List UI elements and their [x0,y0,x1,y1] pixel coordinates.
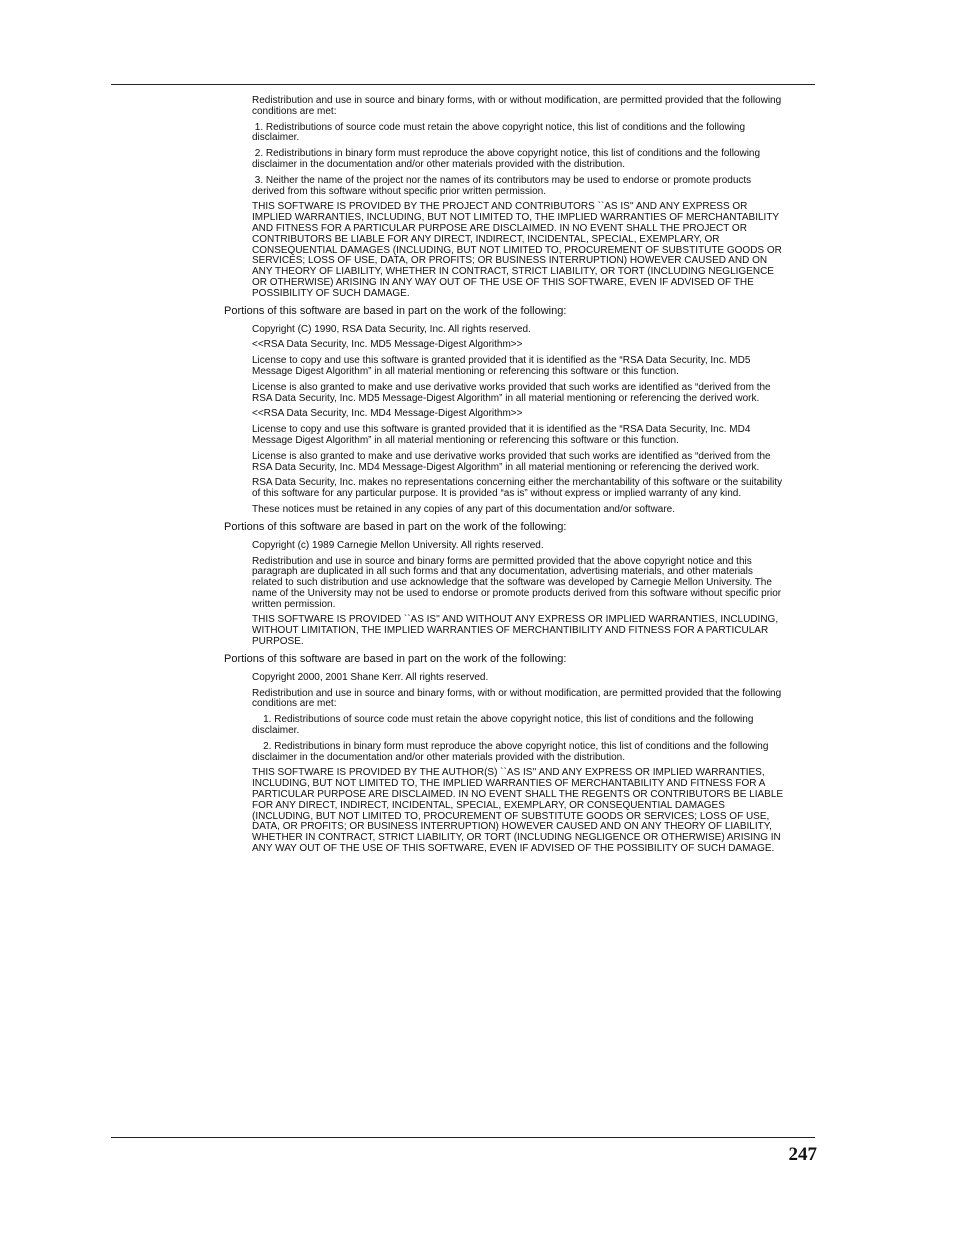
rsa-copyright: Copyright (C) 1990, RSA Data Security, Inc. All rights reserved. [252,323,531,335]
kerr-disclaimer: THIS SOFTWARE IS PROVIDED BY THE AUTHOR(S) ``AS IS'' AND ANY EXPRESS OR IMPLIED WARRANTIES, INCLUDING, BUT NOT LIMITED TO, THE IMPLIED WARRANTIES OF MERCHANTABILITY AND FITNESS FOR A PARTICULAR PURPOSE ARE DISCLAIMED. IN NO EVENT SHALL THE REGENTS OR CONTRIBUTORS BE LIABLE FOR ANY DIRECT, INDIRECT, INCIDENTAL, SPECIAL, EXEMPLARY, OR CONSEQUENTIAL DAMAGES (INCLUDING, BUT NOT LIMITED TO, PROCUREMENT OF SUBSTITUTE GOODS OR SERVICES; LOSS OF USE, DATA, OR PROFITS; OR BUSINESS INTERRUPTION) HOWEVER CAUSED AND ON ANY THEORY OF LIABILITY, WHETHER IN CONTRACT, STRICT LIABILITY, OR TORT (INCLUDING NEGLIGENCE OR OTHERWISE) ARISING IN ANY WAY OUT OF THE USE OF THIS SOFTWARE, EVEN IF ADVISED OF THE POSSIBILITY OF SUCH DAMAGE. [252,767,786,855]
rsa-notices: These notices must be retained in any copies of any part of this documentation and/or software. [252,503,676,515]
portions-heading: Portions of this software are based in part on the work of the following: [224,652,567,665]
license-intro: Redistribution and use in source and binary forms, with or without modification, are permitted provided that the following conditions are met: [252,95,784,117]
kerr-copyright: Copyright 2000, 2001 Shane Kerr. All rights reserved. [252,671,489,683]
page-number: 247 [788,1144,817,1165]
rsa-md4-title: <<RSA Data Security, Inc. MD4 Message-Digest Algorithm>> [252,408,523,420]
cmu-redistribution: Redistribution and use in source and binary forms are permitted provided that the above copyright notice and this paragraph are duplicated in all such forms and that any documentation, advertising materials, and other materials related to such distribution and use acknowledge that the software was developed by Carnegie Mellon University. The name of the University may not be used to endorse or promote products derived from this software without specific prior written permission. [252,555,784,610]
license-condition-1: 1. Redistributions of source code must retain the above copyright notice, this list of conditions and the following disclaimer. [252,121,748,144]
footer-rule [111,1137,815,1138]
rsa-md5-license: License to copy and use this software is granted provided that it is identified as the “RSA Data Security, Inc. MD5 Message Digest Algorithm” in all material mentioning or referencing this software or this function. [252,355,754,377]
rsa-md5-title: <<RSA Data Security, Inc. MD5 Message-Digest Algorithm>> [252,339,523,351]
portions-heading: Portions of this software are based in part on the work of the following: [224,304,567,317]
cmu-disclaimer: THIS SOFTWARE IS PROVIDED ``AS IS'' AND WITHOUT ANY EXPRESS OR IMPLIED WARRANTIES, INCLUDING, WITHOUT LIMITATION, THE IMPLIED WARRANTIES OF MERCHANTIBILITY AND FITNESS FOR A PARTICULAR PURPOSE. [252,614,781,648]
kerr-condition-2: 2. Redistributions in binary form must reproduce the above copyright notice, this list of conditions and the following disclaimer in the documentation and/or other materials provided with the distribution. [252,740,772,763]
header-rule [111,84,815,85]
kerr-condition-1: 1. Redistributions of source code must retain the above copyright notice, this list of conditions and the following disclaimer. [252,714,757,737]
page-body [224,96,786,855]
rsa-md4-derivative: License is also granted to make and use derivative works provided that such works are identified as “derived from the RSA Data Security, Inc. MD4 Message-Digest Algorithm” in all material mentioning or referencing the derived work. [252,450,774,473]
license-condition-2: 2. Redistributions in binary form must reproduce the above copyright notice, this list of conditions and the following disclaimer in the documentation and/or other materials provided with the distribution. [252,148,763,170]
rsa-md4-license: License to copy and use this software is granted provided that it is identified as the “RSA Data Security, Inc. MD4 Message Digest Algorithm” in all material mentioning or referencing this software or this function. [252,424,754,446]
portions-heading: Portions of this software are based in part on the work of the following: [224,520,567,533]
license-condition-3: 3. Neither the name of the project nor the names of its contributors may be used to endorse or promote products derived from this software without specific prior written permission. [252,174,754,197]
kerr-intro: Redistribution and use in source and binary forms, with or without modification, are permitted provided that the following conditions are met: [252,687,784,710]
rsa-representations: RSA Data Security, Inc. makes no representations concerning either the merchantability of this software or the suitability of this software for any particular purpose. It is provided “as is” without express or implied warranty of any kind. [252,477,785,500]
rsa-md5-derivative: License is also granted to make and use derivative works provided that such works are identified as “derived from the RSA Data Security, Inc. MD5 Message-Digest Algorithm” in all material mentioning or referencing the derived work. [252,381,774,404]
license-disclaimer: THIS SOFTWARE IS PROVIDED BY THE PROJECT AND CONTRIBUTORS ``AS IS'' AND ANY EXPRESS OR IMPLIED WARRANTIES, INCLUDING, BUT NOT LIMITED TO, THE IMPLIED WARRANTIES OF MERCHANTABILITY AND FITNESS FOR A PARTICULAR PURPOSE ARE DISCLAIMED. IN NO EVENT SHALL THE PROJECT OR CONTRIBUTORS BE LIABLE FOR ANY DIRECT, INDIRECT, INCIDENTAL, SPECIAL, EXEMPLARY, OR CONSEQUENTIAL DAMAGES (INCLUDING, BUT NOT LIMITED TO, PROCUREMENT OF SUBSTITUTE GOODS OR SERVICES; LOSS OF USE, DATA, OR PROFITS; OR BUSINESS INTERRUPTION) HOWEVER CAUSED AND ON ANY THEORY OF LIABILITY, WHETHER IN CONTRACT, STRICT LIABILITY, OR TORT (INCLUDING NEGLIGENCE OR OTHERWISE) ARISING IN ANY WAY OUT OF THE USE OF THIS SOFTWARE, EVEN IF ADVISED OF THE POSSIBILITY OF SUCH DAMAGE. [252,201,785,299]
cmu-copyright: Copyright (c) 1989 Carnegie Mellon University. All rights reserved. [252,539,544,551]
